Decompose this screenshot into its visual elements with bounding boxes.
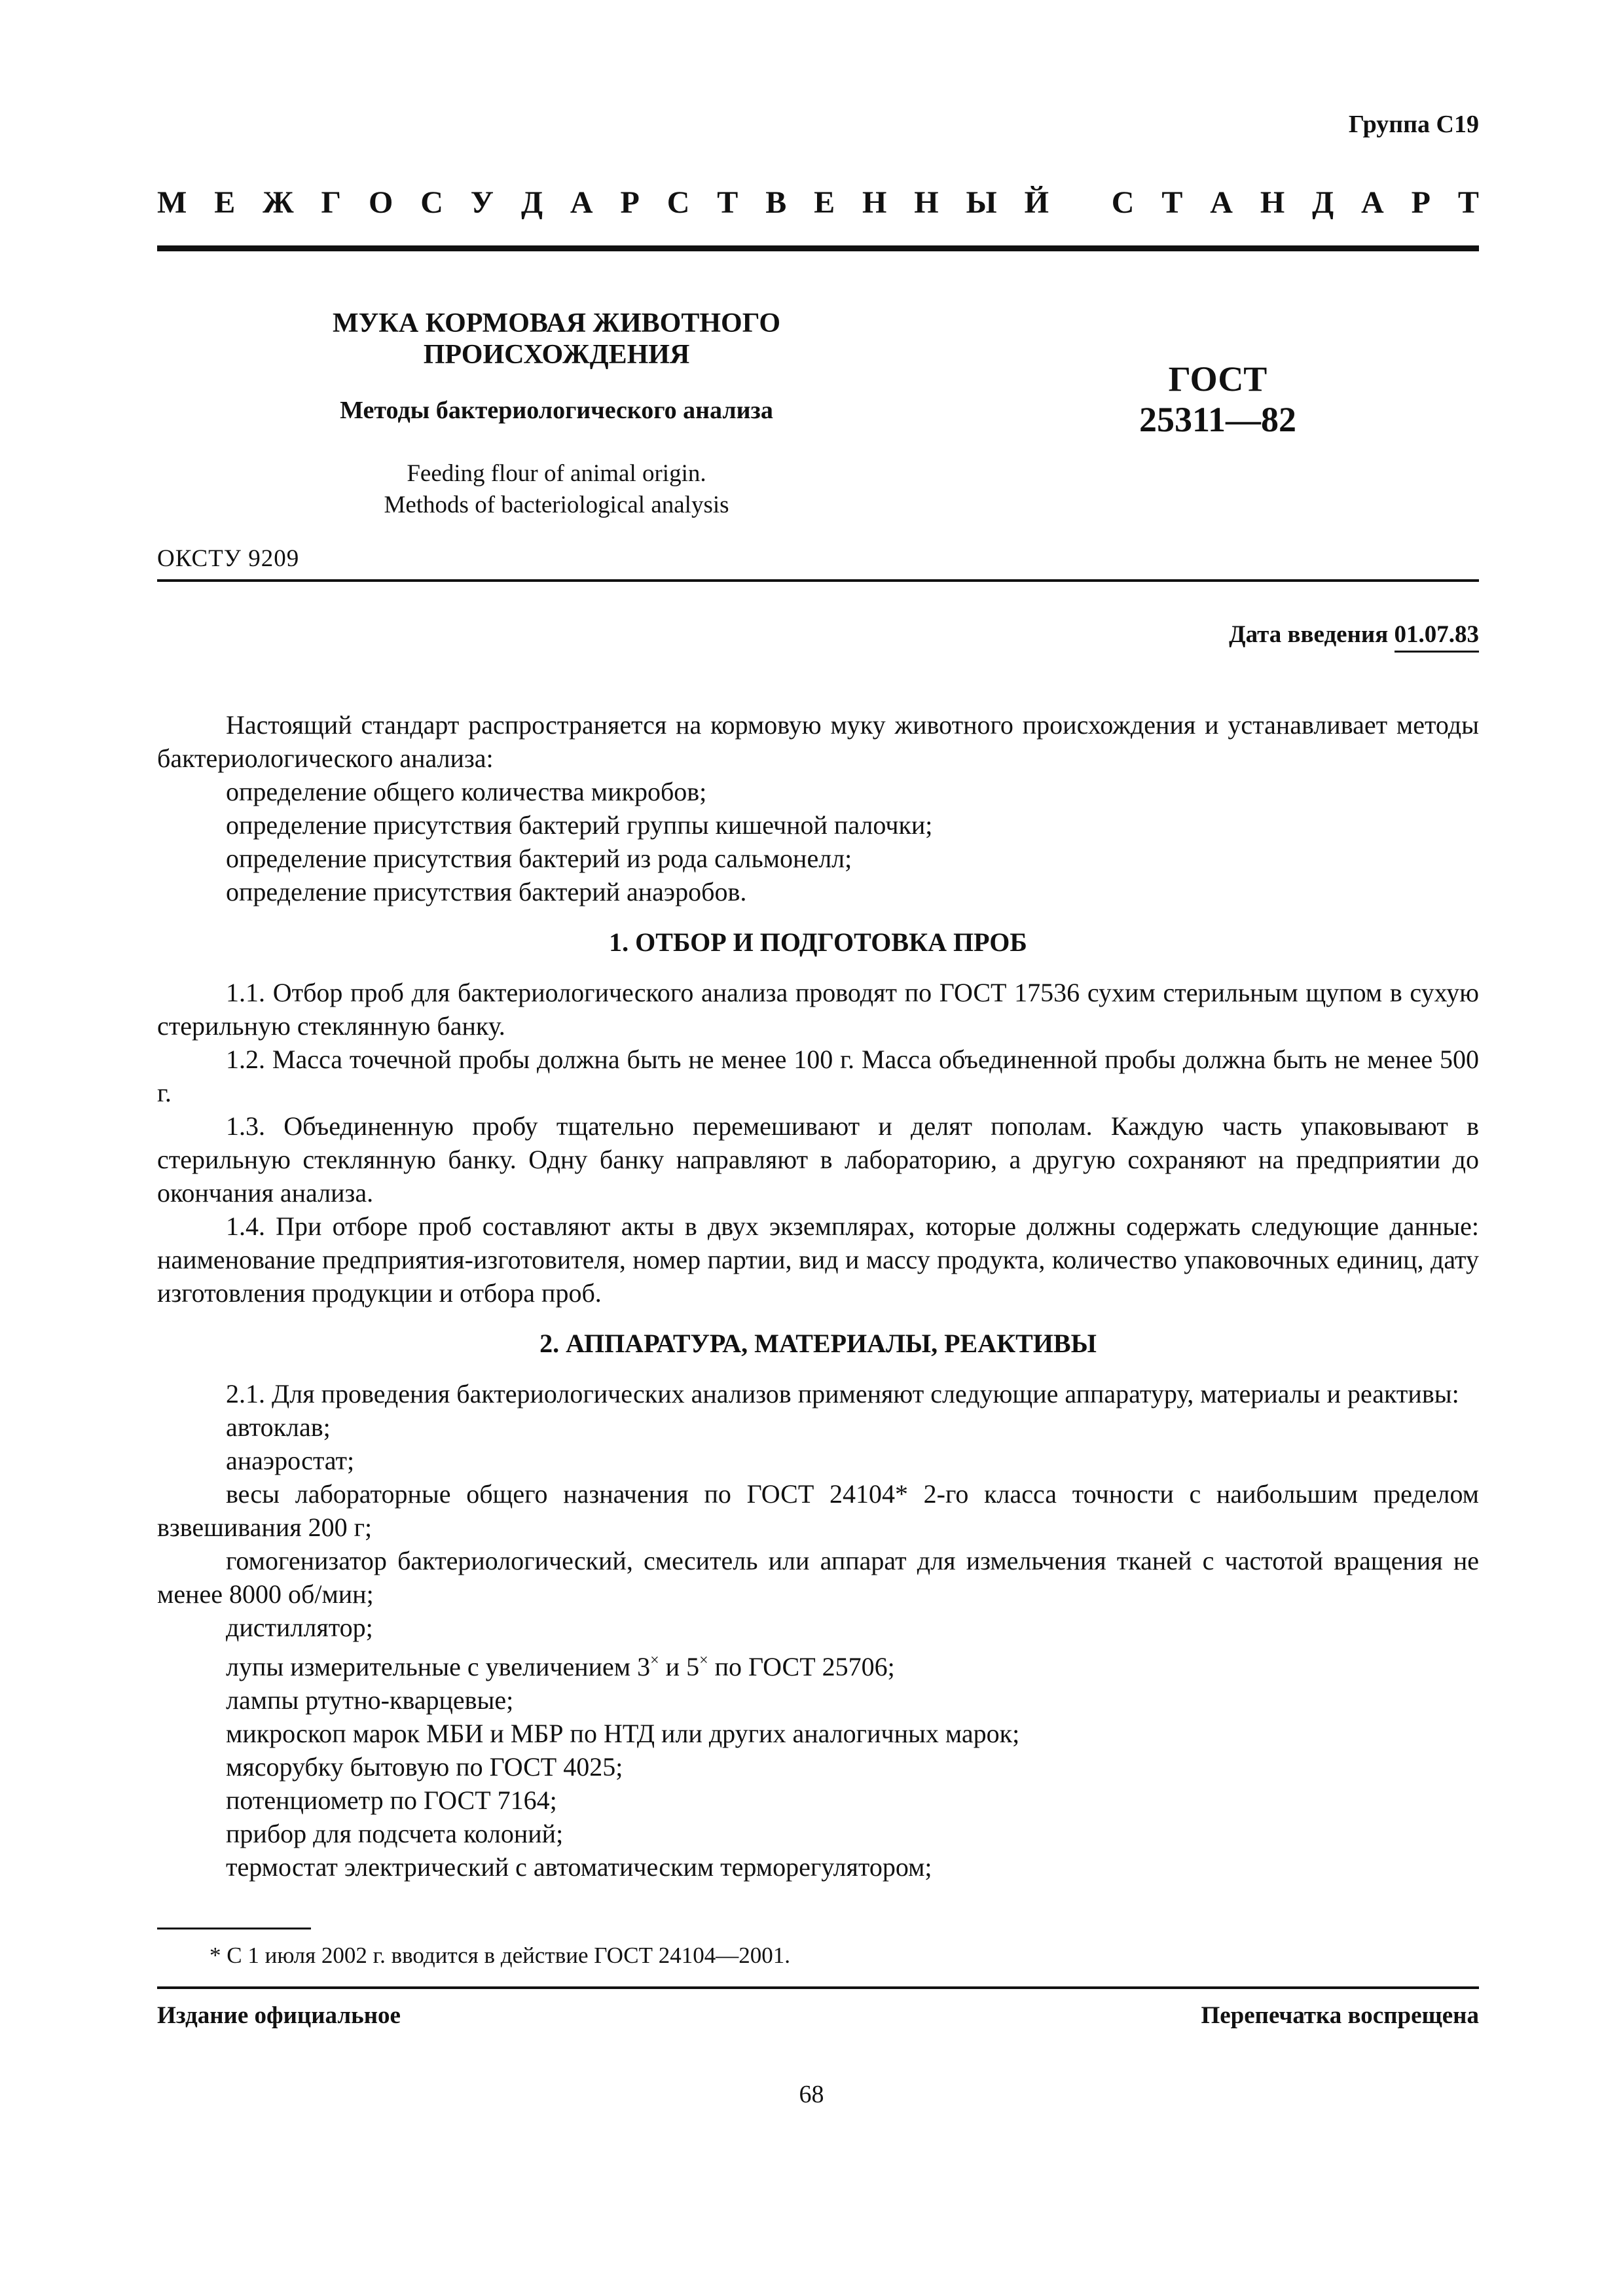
- list-item: термостат электрический с автоматическим терморегулятором;: [226, 1852, 932, 1882]
- list-item: определение общего количества микробов;: [226, 777, 707, 806]
- english-title: [282, 458, 831, 521]
- banner-spacer: [1076, 185, 1084, 221]
- section-heading: 2. АППАРАТУРА, МАТЕРИАЛЫ, РЕАКТИВЫ: [539, 1329, 1097, 1358]
- list-item: автоклав;: [226, 1412, 331, 1442]
- list-item: [157, 1644, 1479, 1683]
- banner-letter: Ы: [966, 185, 997, 220]
- banner-letter: Р: [620, 185, 640, 220]
- list-item: микроскоп марок МБИ и МБР по НТД или других аналогичных марок;: [226, 1719, 1020, 1748]
- list-item: определение присутствия бактерий группы кишечной палочки;: [226, 810, 933, 840]
- list-item: определение присутствия бактерий из рода сальмонелл;: [226, 844, 852, 873]
- list-item: анаэростат;: [226, 1446, 355, 1475]
- banner-letter: С: [1111, 185, 1135, 220]
- gost-label: ГОСТ: [1168, 359, 1267, 399]
- banner-letter: Н: [1260, 185, 1285, 220]
- banner-letter: Т: [1457, 185, 1479, 220]
- document-body: [157, 708, 1479, 1884]
- banner-letter: М: [157, 185, 187, 220]
- header-rule: [157, 245, 1479, 251]
- gost-number: [1113, 359, 1322, 440]
- section-heading: 1. ОТБОР И ПОДГОТОВКА ПРОБ: [609, 927, 1027, 957]
- banner-letter: А: [1361, 185, 1384, 220]
- banner-letter: Е: [214, 185, 236, 220]
- superscript: ×: [699, 1652, 708, 1669]
- intro-paragraph: Настоящий стандарт распространяется на кормовую муку животного происхождения и устанавливает методы бактериологического анализа:: [157, 710, 1479, 773]
- english-title-line: Methods of bacteriological analysis: [384, 492, 729, 518]
- standard-banner: [157, 185, 1479, 221]
- footer-rule: [157, 1986, 1479, 1989]
- footnote: * С 1 июля 2002 г. вводится в действие ГОСТ 24104—2001.: [210, 1943, 791, 1968]
- group-code: Группа С19: [1348, 111, 1479, 138]
- list-item-text: и 5: [659, 1652, 700, 1681]
- banner-letter: Р: [1411, 185, 1431, 220]
- banner-letter: Г: [321, 185, 342, 220]
- document-title: [282, 308, 831, 370]
- title-line: МУКА КОРМОВАЯ ЖИВОТНОГО: [332, 308, 781, 338]
- banner-letter: Д: [520, 185, 543, 220]
- banner-letter: А: [1210, 185, 1233, 220]
- list-item: весы лабораторные общего назначения по ГОСТ 24104* 2-го класса точности с наибольшим пределом взвешивания 200 г;: [157, 1479, 1479, 1542]
- banner-letter: Т: [1161, 185, 1183, 220]
- date-label: Дата введения: [1229, 621, 1389, 648]
- paragraph: 1.4. При отборе проб составляют акты в двух экземплярах, которые должны содержать следующие данные: наименование предприятия-изготовителя, номер партии, вид и массу продукта, количество упаковочных единиц, дату изготовления продукции и отбора проб.: [157, 1211, 1479, 1308]
- okstu-code: ОКСТУ 9209: [157, 545, 300, 572]
- banner-letter: В: [765, 185, 787, 220]
- reprint-prohibited-label: Перепечатка воспрещена: [1201, 2002, 1479, 2029]
- banner-letter: Н: [914, 185, 939, 220]
- superscript: ×: [650, 1652, 659, 1669]
- paragraph: 1.1. Отбор проб для бактериологического анализа проводят по ГОСТ 17536 сухим стерильным щупом в сухую стерильную стеклянную банку.: [157, 978, 1479, 1041]
- banner-letter: С: [666, 185, 690, 220]
- banner-letter: У: [470, 185, 494, 220]
- banner-letter: Н: [862, 185, 887, 220]
- effective-date: [1229, 620, 1479, 649]
- title-line: ПРОИСХОЖДЕНИЯ: [423, 340, 690, 370]
- list-item: дистиллятор;: [226, 1613, 373, 1642]
- page-number: 68: [799, 2081, 824, 2108]
- gost-code: 25311—82: [1139, 400, 1297, 439]
- document-subtitle: Методы бактериологического анализа: [340, 397, 773, 424]
- english-title-line: Feeding flour of animal origin.: [407, 460, 706, 487]
- banner-letter: А: [570, 185, 593, 220]
- banner-letter: С: [420, 185, 443, 220]
- list-item-text: по ГОСТ 25706;: [708, 1652, 895, 1681]
- banner-letter: Ж: [263, 185, 294, 220]
- list-item: лампы ртутно-кварцевые;: [226, 1685, 514, 1715]
- official-edition-label: Издание официальное: [157, 2002, 401, 2029]
- paragraph: 1.2. Масса точечной пробы должна быть не менее 100 г. Масса объединенной пробы должна быть не менее 500 г.: [157, 1045, 1479, 1107]
- title-rule: [157, 579, 1479, 582]
- list-item: мясорубку бытовую по ГОСТ 4025;: [226, 1752, 623, 1782]
- list-item: потенциометр по ГОСТ 7164;: [226, 1785, 557, 1815]
- footnote-rule: [157, 1928, 311, 1929]
- list-item-text: лупы измерительные с увеличением 3: [226, 1652, 651, 1681]
- banner-letter: Д: [1312, 185, 1334, 220]
- banner-letter: Й: [1024, 185, 1049, 220]
- list-item: определение присутствия бактерий анаэробов.: [226, 877, 747, 906]
- banner-letter: О: [368, 185, 393, 220]
- paragraph: 2.1. Для проведения бактериологических анализов применяют следующие аппаратуру, материалы и реактивы:: [226, 1379, 1459, 1408]
- list-item: гомогенизатор бактериологический, смеситель или аппарат для измельчения тканей с частотой вращения не менее 8000 об/мин;: [157, 1546, 1479, 1609]
- paragraph: 1.3. Объединенную пробу тщательно перемешивают и делят пополам. Каждую часть упаковывают в стерильную стеклянную банку. Одну банку направляют в лабораторию, а другую сохраняют на предприятии до окончания анализа.: [157, 1111, 1479, 1208]
- banner-letter: Е: [814, 185, 835, 220]
- date-value: 01.07.83: [1395, 621, 1480, 653]
- list-item: прибор для подсчета колоний;: [226, 1819, 564, 1848]
- banner-letter: Т: [717, 185, 739, 220]
